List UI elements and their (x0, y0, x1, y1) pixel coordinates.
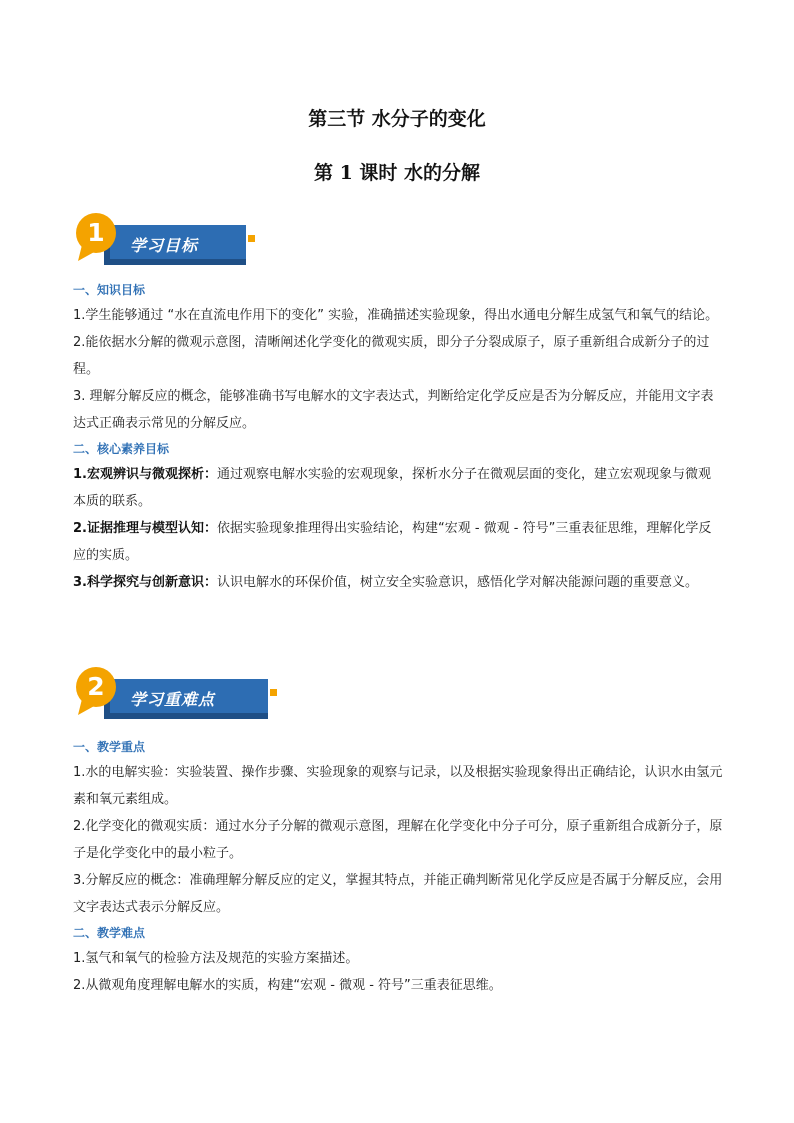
term: 1.宏观辨识与微观探析： (73, 467, 217, 482)
section-badge-2 (74, 665, 264, 725)
paragraph: 1.氢气和氧气的检验方法及规范的实验方案描述。 (73, 951, 359, 966)
paragraph (73, 515, 723, 569)
section-heading: 二、教学难点 (73, 926, 146, 940)
section-heading: 一、教学重点 (73, 740, 146, 754)
paragraph: 3. 理解分解反应的概念，能够准确书写电解水的文字表达式，判断给定化学反应是否为分解反应，并能用文字表达式正确表示常见的分解反应。 (73, 389, 714, 431)
section-number: 2 (87, 672, 105, 701)
paragraph (73, 461, 723, 515)
paragraph (73, 569, 723, 596)
section-heading: 二、核心素养目标 (73, 442, 170, 456)
section-number: 1 (87, 218, 105, 247)
section-label: 学习重难点 (130, 690, 216, 709)
paragraph: 1.学生能够通过 “水在直流电作用下的变化” 实验，准确描述实验现象，得出水通电分解生成氢气和氧气的结论。 (73, 308, 719, 323)
paragraph: 2.化学变化的微观实质：通过水分子分解的微观示意图，理解在化学变化中分子可分，原子重新组合成新分子，原子是化学变化中的最小粒子。 (73, 819, 723, 861)
term: 3.科学探究与创新意识： (73, 575, 217, 590)
section-2-content (73, 735, 723, 999)
term-description: 通过观察电解水实验的宏观现象，探析水分子在微观层面的变化，建立宏观现象与微观本质的联系。 (73, 467, 711, 509)
page-subtitle: 第 1 课时 水的分解 (313, 162, 481, 184)
paragraph: 2.从微观角度理解电解水的实质，构建“宏观 - 微观 - 符号”三重表征思维。 (73, 978, 502, 993)
section-label: 学习目标 (130, 236, 199, 255)
paragraph: 3.分解反应的概念：准确理解分解反应的定义，掌握其特点，并能正确判断常见化学反应是否属于分解反应，会用文字表达式表示分解反应。 (73, 873, 723, 915)
section-heading: 一、知识目标 (73, 283, 146, 297)
term-description: 认识电解水的环保价值，树立安全实验意识，感悟化学对解决能源问题的重要意义。 (216, 575, 698, 590)
section-badge-1 (74, 211, 264, 271)
term: 2.证据推理与模型认知： (73, 521, 217, 536)
term-description: 依据实验现象推理得出实验结论，构建“宏观 - 微观 - 符号”三重表征思维，理解化学反应的实质。 (73, 521, 712, 563)
page-title: 第三节 水分子的变化 (308, 108, 486, 130)
paragraph: 1.水的电解实验：实验装置、操作步骤、实验现象的观察与记录，以及根据实验现象得出正确结论，认识水由氢元素和氧元素组成。 (73, 765, 723, 807)
section-1-content (73, 278, 723, 596)
paragraph: 2.能依据水分解的微观示意图，清晰阐述化学变化的微观实质，即分子分裂成原子，原子重新组合成新分子的过程。 (73, 335, 710, 377)
